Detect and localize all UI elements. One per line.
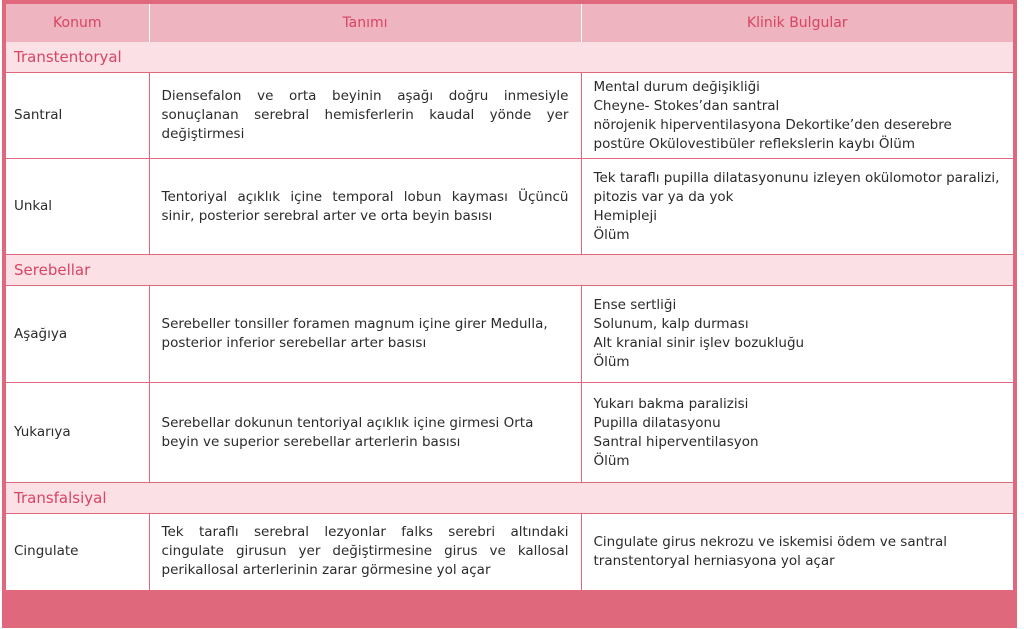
table-row [6,383,1013,483]
bulgu-line: Yukarı bakma paralizisi [593,395,749,412]
bulgular-cell [581,286,1013,383]
herniation-table [6,4,1013,590]
section-row [6,255,1013,286]
header-klinik-bulgular: Klinik Bulgular [581,4,1013,42]
konum-cell: Cingulate [6,514,149,590]
tanim-cell: Serebellar dokunun tentoriyal açıklık içine girmesi Orta beyin ve superior serebellar arterlerin basısı [149,383,581,483]
bulgular-cell [581,73,1013,159]
bulgu-line: Hemipleji [593,207,657,224]
bulgular-cell [581,383,1013,483]
tanim-cell: Diensefalon ve orta beyinin aşağı doğru inmesiyle sonuçlanan serebral hemisferlerin kaudal yönde yer değiştirmesi [149,73,581,159]
section-row [6,483,1013,514]
tanim-cell: Tek taraflı serebral lezyonlar falks serebri altındaki cingulate girusun yer değiştirmesine girus ve kallosal perikallosal arterlerinin zarar görmesine yol açar [149,514,581,590]
konum-cell: Aşağıya [6,286,149,383]
table-row [6,514,1013,590]
konum-cell: Unkal [6,159,149,255]
header-tanimi: Tanımı [149,4,581,42]
table-row [6,73,1013,159]
bulgu-line: Cingulate girus nekrozu ve iskemisi ödem ve santral transtentoryal herniasyona yol açar [593,533,948,569]
tanim-cell: Tentoriyal açıklık içine temporal lobun kayması Üçüncü sinir, posterior serebral arter ve orta beyin basısı [149,159,581,255]
bulgu-line: Mental durum değişikliği [593,78,760,95]
bulgu-line: Alt kranial sinir işlev bozukluğu [593,335,805,351]
bulgular-cell [581,159,1013,255]
header-row [6,4,1013,42]
section-title: Transtentoryal [6,42,1013,73]
section-row [6,42,1013,73]
bulgu-line: Cheyne- Stokes’dan santral [593,97,780,114]
bulgular-cell [581,514,1013,590]
bulgu-line: nörojenik hiperventilasyona Dekortike’den deserebre postüre Okülovestibüler reflekslerin kaybı Ölüm [593,116,952,152]
section-title: Serebellar [6,255,1013,286]
bulgu-line: Ölüm [593,452,630,469]
table-row [6,286,1013,383]
table-frame [2,0,1017,628]
table-row [6,159,1013,255]
konum-cell: Yukarıya [6,383,149,483]
bulgu-line: Santral hiperventilasyon [593,433,759,450]
header-konum: Konum [6,4,149,42]
bulgu-line: Tek taraflı pupilla dilatasyonunu izleyen okülomotor paralizi, pitozis var ya da yok [593,169,1000,205]
tanim-cell: Serebeller tonsiller foramen magnum içine girer Medulla, posterior inferior serebellar arter basısı [149,286,581,383]
bulgu-line: Ense sertliği [593,297,677,313]
bulgu-line: Pupilla dilatasyonu [593,414,721,431]
bulgu-line: Solunum, kalp durması [593,316,749,332]
konum-cell: Santral [6,73,149,159]
bulgu-line: Ölüm [593,354,630,370]
section-title: Transfalsiyal [6,483,1013,514]
bulgu-line: Ölüm [593,226,630,243]
